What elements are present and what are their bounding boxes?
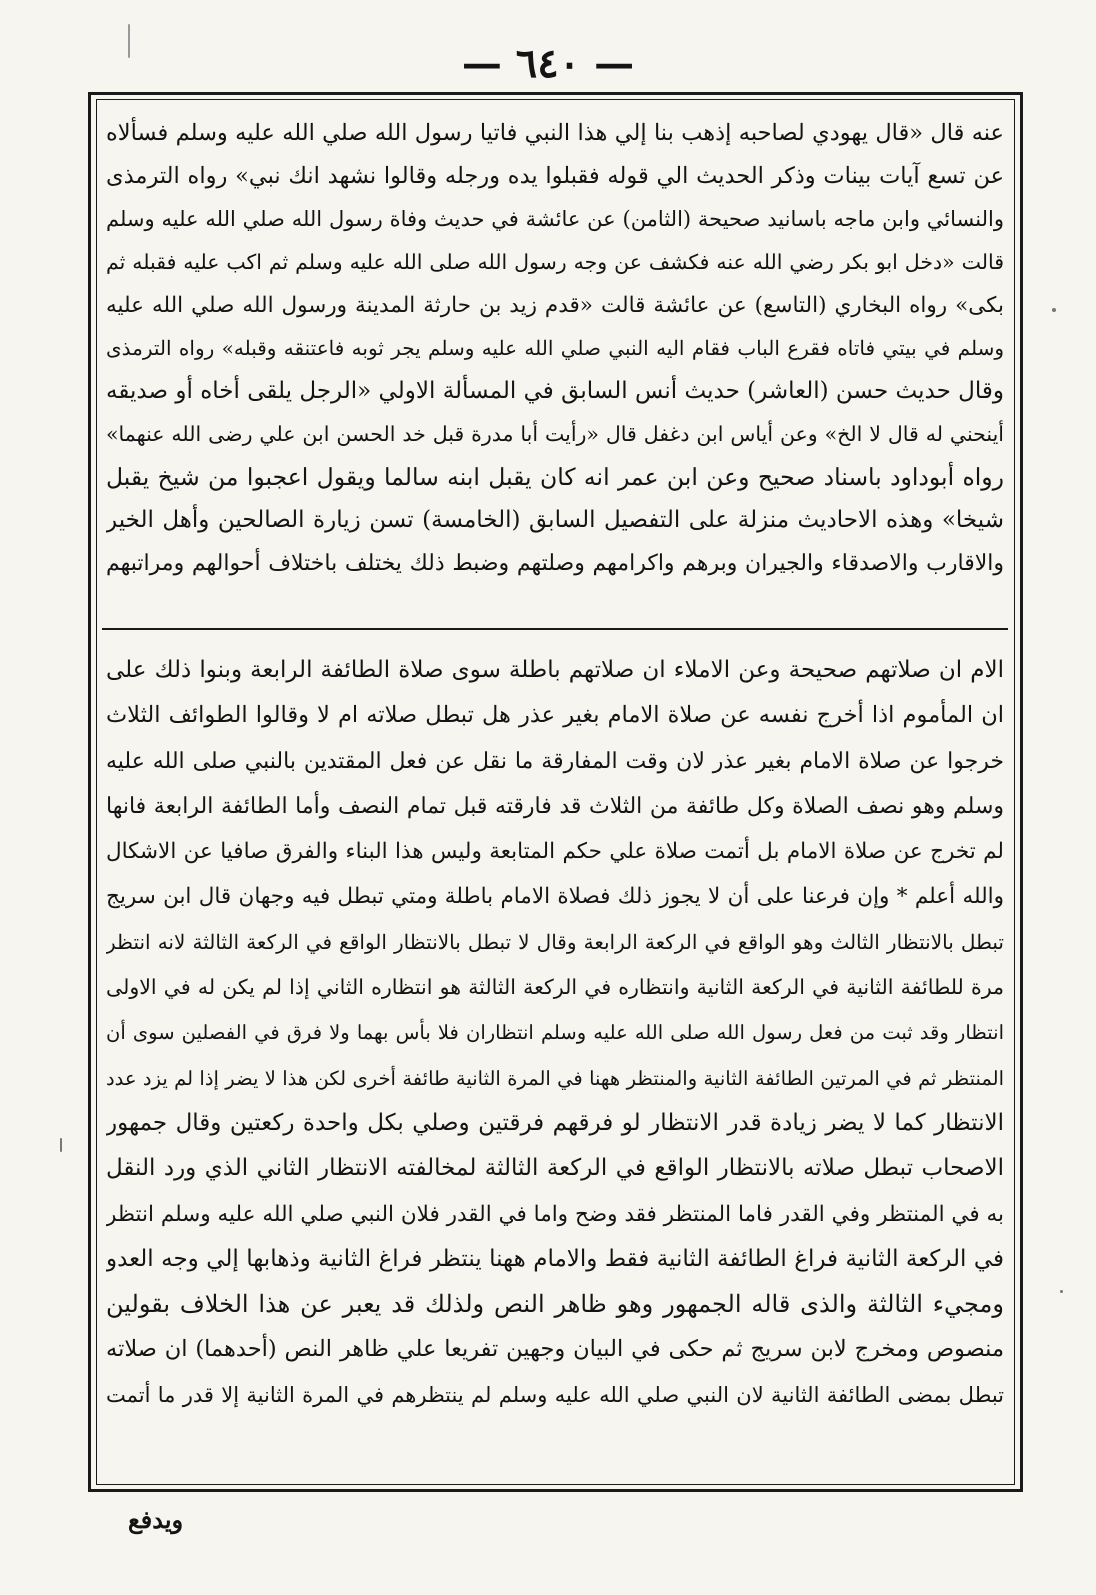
lower-text-line: ان المأموم اذا أخرج نفسه عن صلاة الامام بغير عذر هل تبطل صلاته ام لا وقالوا الطوائف الثلاث — [106, 702, 1004, 729]
lower-text-line: خرجوا عن صلاة الامام بغير عذر لان وقت المفارقة ما نقل عن فعل المقتدين بالنبي صلى الله عليه — [106, 748, 1004, 774]
catchword: ويدفع — [128, 1505, 184, 1534]
lower-text-line: والله أعلم * وإن فرعنا على أن لا يجوز ذلك فصلاة الامام باطلة ومتي تبطل فيه وجهان قال ابن سريج — [106, 884, 1004, 910]
paper-speck — [60, 1138, 62, 1152]
paper-speck — [1052, 308, 1056, 312]
lower-text-line: انتظار وقد ثبت من فعل رسول الله صلى الله عليه وسلم انتظاران فلا بأس بهما ولا فرق في الفصلين سوى أن — [106, 1021, 1004, 1045]
upper-text-line: قالت «دخل ابو بكر رضي الله عنه فكشف عن وجه رسول الله صلى الله عليه وسلم ثم اكب عليه فقبله ثم — [106, 250, 1004, 274]
lower-text-line: به في المنتظر وفي القدر فاما المنتظر فقد وضح واما في القدر فلان النبي صلي الله عليه وسلم انتظر — [106, 1201, 1004, 1227]
lower-text-line: في الركعة الثانية فراغ الطائفة الثانية فقط والامام ههنا ينتظر فراغ الثانية وذهابها إلي وجه العدو — [106, 1245, 1004, 1272]
upper-text-block — [106, 112, 1004, 585]
upper-text-line: رواه أبوداود باسناد صحيح وعن ابن عمر انه كان يقبل ابنه سالما ويقول اعجبوا من شيخ يقبل — [106, 463, 1004, 491]
lower-text-line: تبطل بالانتظار الثالث وهو الواقع في الركعة الرابعة وقال لا تبطل بالانتظار الواقع في الركعة الثالثة لانه انتظر — [106, 929, 1004, 954]
upper-text-line: أينحني له قال لا الخ» وعن أياس ابن دغفل قال «رأيت أبا مدرة قبل خد الحسن ابن علي رضى الله عنهما» — [106, 422, 1004, 446]
paper-speck — [128, 24, 130, 58]
lower-text-line: الانتظار كما لا يضر زيادة قدر الانتظار لو فرقهم فرقتين وصلي بكل واحدة ركعتين وقال جمهور — [106, 1109, 1004, 1136]
lower-text-line: الاصحاب تبطل صلاته بالانتظار الواقع في الركعة الثالثة لمخالفته الانتظار الثاني الذي ورد النقل — [106, 1155, 1004, 1182]
lower-text-line: ومجيء الثالثة والذى قاله الجمهور وهو ظاهر النص ولذلك قد يعبر عن هذا الخلاف بقولين — [106, 1290, 1004, 1319]
upper-text-line: وسلم في بيتي فاتاه فقرع الباب فقام اليه النبي صلي الله عليه وسلم يجر ثوبه فاعتنقه وقبله» رواه الترمذى — [106, 336, 1004, 360]
lower-text-line: لم تخرج عن صلاة الامام بل أتمت صلاة علي حكم المتابعة وليس هذا البناء والفرق صافيا عن الاشكال — [106, 839, 1004, 865]
lower-text-line: مرة للطائفة الثانية في الركعة الثانية وانتظاره في الركعة الثالثة هو انتظاره الثاني إذا لم يكن له في الاولى — [106, 975, 1004, 1000]
upper-text-line: عنه قال «قال يهودي لصاحبه إذهب بنا إلي هذا النبي فاتيا رسول الله صلي الله عليه وسلم فسألاه — [106, 120, 1004, 146]
lower-text-line: الام ان صلاتهم صحيحة وعن الاملاء ان صلاتهم باطلة سوى صلاة الطائفة الرابعة وبنوا ذلك على — [106, 657, 1004, 683]
section-separator — [102, 628, 1008, 630]
lower-text-line: تبطل بمضى الطائفة الثانية لان النبي صلي الله عليه وسلم لم ينتظرهم في المرة الثانية إلا قدر ما أتمت — [106, 1382, 1004, 1407]
paper-speck — [1060, 1290, 1063, 1293]
page-number: — ٦٤٠ — — [461, 40, 635, 87]
upper-text-line: عن تسع آيات بينات وذكر الحديث الي قوله فقبلوا يده ورجله وقالوا نشهد انك نبي» رواه الترمذى — [106, 163, 1004, 189]
upper-text-line: شيخا» وهذه الاحاديث منزلة على التفصيل السابق (الخامسة) تسن زيارة الصالحين وأهل الخير — [106, 507, 1004, 533]
lower-text-block — [106, 648, 1004, 1418]
upper-text-line: والاقارب والاصدقاء والجيران وبرهم واكرامهم وصلتهم وضبط ذلك يختلف باختلاف أحوالهم ومراتبهم — [106, 551, 1004, 576]
lower-text-line: منصوص ومخرج لابن سريج ثم حكى في البيان وجهين تفريعا علي ظاهر النص (أحدهما) ان صلاته — [106, 1336, 1004, 1363]
lower-text-line: وسلم وهو نصف الصلاة وكل طائفة من الثلاث قد فارقته قبل تمام النصف وأما الطائفة الرابعة فانها — [106, 793, 1004, 819]
upper-text-line: والنسائي وابن ماجه باسانيد صحيحة (الثامن) عن عائشة في حديث وفاة رسول الله صلي الله عليه وسلم — [106, 207, 1004, 231]
upper-text-line: وقال حديث حسن (العاشر) حديث أنس السابق في المسألة الاولي «الرجل يلقى أخاه أو صديقه — [106, 378, 1004, 404]
upper-text-line: بكى» رواه البخاري (التاسع) عن عائشة قالت «قدم زيد بن حارثة المدينة ورسول الله صلي الله عليه — [106, 293, 1004, 318]
lower-text-line: المنتظر ثم في المرتين الطائفة الثانية والمنتظر ههنا في المرة الثانية طائفة أخرى لكن هذا لا يضر إذا لم يزد عدد — [106, 1066, 1004, 1090]
